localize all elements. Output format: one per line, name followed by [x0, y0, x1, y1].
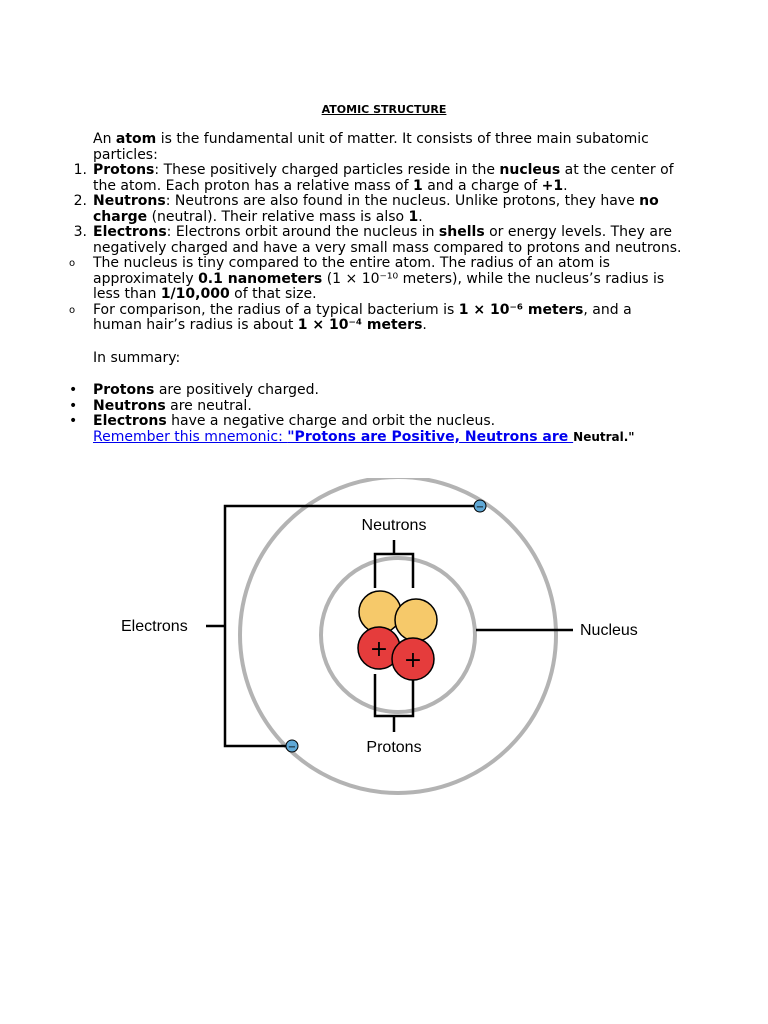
mnemonic-lead: Remember this mnemonic:: [93, 428, 288, 445]
intro-atom-term: atom: [115, 131, 157, 147]
bullet-text: are positively charged.: [154, 382, 319, 398]
bullet-electrons: [69, 413, 683, 430]
item-text: (1 × 10⁻¹⁰ meters), while the nucleus’s radius is less than: [93, 270, 665, 302]
item-bold: no charge: [93, 193, 659, 225]
item-bold: nucleus: [499, 162, 561, 178]
item-text: (neutral). Their relative mass is also: [147, 208, 409, 225]
electrons-leader-line: [225, 506, 480, 746]
bullet-dot: •: [69, 382, 78, 398]
mnemonic-link[interactable]: [93, 429, 573, 445]
circle-bullet: o: [69, 304, 76, 316]
item-text: .: [418, 208, 423, 225]
bullet-term: Electrons: [93, 413, 167, 429]
electrons-label: Electrons: [121, 618, 188, 635]
numbered-item-protons: [73, 162, 683, 194]
protons-label: Protons: [366, 739, 422, 756]
inner-electron-shell: [321, 558, 475, 712]
item-text: The nucleus is tiny compared to the entire atom. The radius of an atom is approximately: [93, 255, 610, 287]
item-bold: +1: [541, 177, 564, 194]
mnemonic-tail: Neutral.": [573, 429, 635, 444]
item-bold: 1: [408, 208, 419, 225]
item-bold: 1 × 10⁻⁴ meters: [297, 317, 423, 333]
proton-plus-sign: +: [403, 648, 423, 673]
document-body: [69, 131, 683, 445]
item-text: : Electrons orbit around the nucleus in: [166, 224, 439, 240]
item-bold: 0.1 nanometers: [198, 270, 323, 287]
list-number: 2.: [73, 193, 87, 209]
item-text: .: [563, 177, 568, 194]
electron-minus-sign: −: [287, 742, 297, 753]
bullet-term: Protons: [93, 382, 155, 398]
item-text: .: [422, 317, 427, 333]
item-bold: 1/10,000: [160, 286, 230, 302]
bullet-dot: •: [69, 413, 78, 429]
mnemonic-bold: "Protons are Positive, Neutrons are: [287, 428, 574, 445]
spacer: [93, 366, 683, 383]
subpoint-nucleus-size: [69, 255, 683, 303]
atom-diagram: [110, 478, 670, 798]
item-text: , and a human hair’s radius is about: [93, 301, 632, 333]
subpoint-comparison: [69, 301, 683, 334]
item-text: and a charge of: [422, 177, 542, 194]
circle-bullet: o: [69, 258, 76, 269]
item-bold: 1 × 10⁻⁶ meters: [458, 301, 584, 318]
term-protons: Protons: [93, 162, 155, 178]
item-text: For comparison, the radius of a typical bacterium is: [93, 301, 459, 318]
bullet-dot: •: [69, 397, 78, 414]
bullet-text: are neutral.: [165, 397, 252, 414]
numbered-item-neutrons: [73, 193, 683, 225]
summary-label: In summary:: [93, 349, 181, 366]
proton-plus-sign: +: [369, 637, 389, 662]
neutron-particle: [395, 599, 437, 641]
numbered-item-electrons: [73, 224, 683, 256]
nucleus-label: Nucleus: [580, 622, 638, 639]
list-number: 3.: [73, 224, 87, 240]
bullet-text: have a negative charge and orbit the nucleus.: [166, 413, 496, 429]
intro-text-rest: is the fundamental unit of matter. It consists of three main subatomic particles:: [93, 131, 649, 163]
neutrons-label: Neutrons: [361, 517, 427, 534]
item-bold: 1: [413, 177, 423, 194]
spacer: [93, 334, 683, 351]
item-text: at the center of the atom. Each proton has a relative mass of: [93, 162, 674, 194]
item-bold: shells: [438, 224, 485, 240]
item-text: : Neutrons are also found in the nucleus. Unlike protons, they have: [165, 193, 640, 209]
intro-paragraph: [93, 132, 683, 163]
mnemonic-line: [93, 430, 683, 446]
intro-text: An: [93, 131, 116, 147]
page-title: ATOMIC STRUCTURE: [321, 103, 447, 116]
bullet-term: Neutrons: [93, 397, 166, 414]
bullet-protons: [69, 382, 683, 399]
list-number: 1.: [73, 162, 87, 178]
item-text: of that size.: [229, 286, 317, 302]
bullet-neutrons: [69, 397, 683, 415]
electron-minus-sign: −: [475, 502, 485, 513]
term-electrons: Electrons: [93, 224, 167, 240]
item-text: : These positively charged particles reside in the: [154, 162, 500, 178]
item-text: or energy levels. They are negatively charged and have a very small mass compared to protons and neutrons.: [93, 224, 682, 256]
term-neutrons: Neutrons: [93, 193, 166, 209]
